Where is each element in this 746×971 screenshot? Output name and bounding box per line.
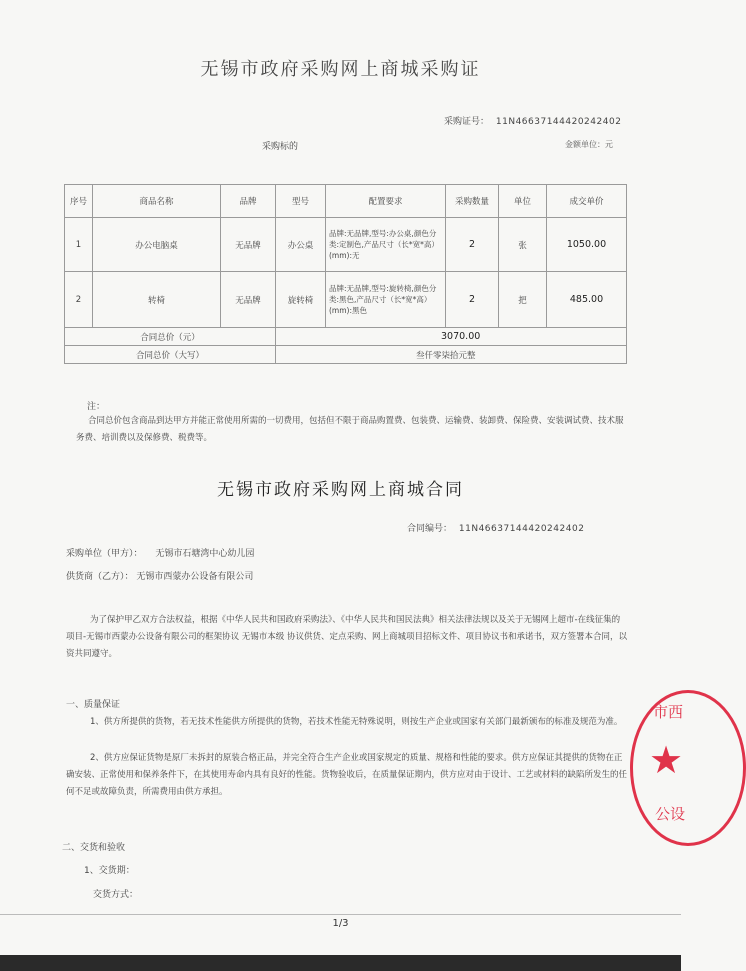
row-unit: 把	[499, 272, 547, 328]
contract-no	[407, 521, 584, 534]
buyer-label: 采购单位（甲方）：	[66, 549, 143, 559]
row-price: 1050.00	[547, 218, 627, 272]
scan-edge	[0, 955, 681, 971]
header-cell: 商品名称	[93, 185, 221, 218]
section1-p2: 2、供方应保证货物是原厂未拆封的原装合格正品，并完全符合生产企业或国家规定的质量、规格和性能的要求。供方应保证其提供的货物在正确安装、正常使用和保养条件下，在其使用寿命内具有良好的性能。货物验收后，在质量保证期内，供方应对由于设计、工艺或材料的缺陷所发生的任何不足或故障负责，所需费用由供方承担。	[66, 753, 628, 797]
total-upper-row	[65, 346, 627, 364]
total-upper-label: 合同总价（大写）	[65, 346, 276, 364]
subject-label: 采购标的	[262, 142, 299, 152]
divider	[0, 914, 681, 915]
note-label: 注：	[87, 402, 106, 412]
section1-p1: 1、供方所提供的货物，若无技术性能供方所提供的货物，若技术性能无特殊说明，则按生产企业或国家有关部门最新颁布的标准及规范为准。	[90, 717, 623, 727]
row-config: 品牌:无品牌,型号:办公桌,颜色分类:定制色,产品尺寸（长*宽*高）(mm):无	[326, 218, 446, 272]
supplier-line	[66, 569, 253, 582]
section2-item2: 交货方式：	[93, 890, 139, 900]
currency-label: 金额单位：元	[565, 140, 613, 149]
header-cell: 配置要求	[326, 185, 446, 218]
note-text: 合同总价包含商品到达甲方并能正常使用所需的一切费用，包括但不限于商品购置费、包装费、运输费、装卸费、保险费、安装调试费、技术服务费、培训费以及保修费、税费等。	[76, 416, 624, 443]
buyer-line	[66, 546, 254, 559]
contract-no-label: 合同编号：	[407, 524, 453, 534]
contract-title: 无锡市政府采购网上商城合同	[217, 480, 464, 500]
total-label: 合同总价（元）	[65, 328, 276, 346]
row-qty: 2	[446, 218, 499, 272]
total-value: 3070.00	[276, 328, 627, 346]
contract-no-value: 11N46637144420242402	[458, 524, 585, 534]
section1-title: 一、质量保证	[66, 700, 121, 710]
row-name: 办公电脑桌	[93, 218, 221, 272]
row-brand: 无品牌	[221, 272, 276, 328]
purchase-no-label: 采购证号：	[444, 117, 490, 127]
row-model: 旋转椅	[276, 272, 326, 328]
row-config: 品牌:无品牌,型号:旋转椅,颜色分类:黑色,产品尺寸（长*宽*高）(mm):黑色	[326, 272, 446, 328]
table-row	[65, 272, 627, 328]
company-seal	[630, 690, 746, 846]
supplier-label: 供货商（乙方）：	[66, 572, 134, 582]
row-unit: 张	[499, 218, 547, 272]
supplier-value: 无锡市西蒙办公设备有限公司	[136, 572, 254, 582]
total-row	[65, 328, 627, 346]
row-price: 485.00	[547, 272, 627, 328]
row-no: 2	[65, 272, 93, 328]
purchase-no	[444, 114, 621, 127]
header-cell: 采购数量	[446, 185, 499, 218]
contract-intro: 为了保护甲乙双方合法权益，根据《中华人民共和国政府采购法》、《中华人民共和国民法典》相关法律法规以及关于无锡网上超市-在线征集的项目-无锡市西蒙办公设备有限公司的框架协议 无锡市本级 协议供货、定点采购、网上商城项目招标文件、项目协议书和承诺书，双方签署本合同，以资共同遵守。	[66, 615, 627, 659]
row-brand: 无品牌	[221, 218, 276, 272]
section2-item1: 1、交货期：	[84, 866, 135, 876]
seal-text-bottom: 公设	[655, 805, 686, 823]
seal-text-top: 市西	[653, 703, 684, 721]
star-icon: ★	[649, 738, 684, 782]
table-header-row	[65, 185, 627, 218]
section2-title: 二、交货和验收	[62, 843, 126, 853]
certificate-title: 无锡市政府采购网上商城采购证	[200, 59, 481, 80]
header-cell: 型号	[276, 185, 326, 218]
header-cell: 成交单价	[547, 185, 627, 218]
header-cell: 序号	[65, 185, 93, 218]
page-number: 1/3	[332, 918, 349, 929]
purchase-no-value: 11N46637144420242402	[495, 117, 622, 127]
total-upper-value: 叁仟零柒拾元整	[276, 346, 627, 364]
buyer-value: 无锡市石塘湾中心幼儿园	[155, 549, 255, 559]
header-cell: 单位	[499, 185, 547, 218]
row-model: 办公桌	[276, 218, 326, 272]
row-qty: 2	[446, 272, 499, 328]
table-row	[65, 218, 627, 272]
purchase-table	[64, 184, 627, 364]
row-name: 转椅	[93, 272, 221, 328]
row-no: 1	[65, 218, 93, 272]
header-cell: 品牌	[221, 185, 276, 218]
